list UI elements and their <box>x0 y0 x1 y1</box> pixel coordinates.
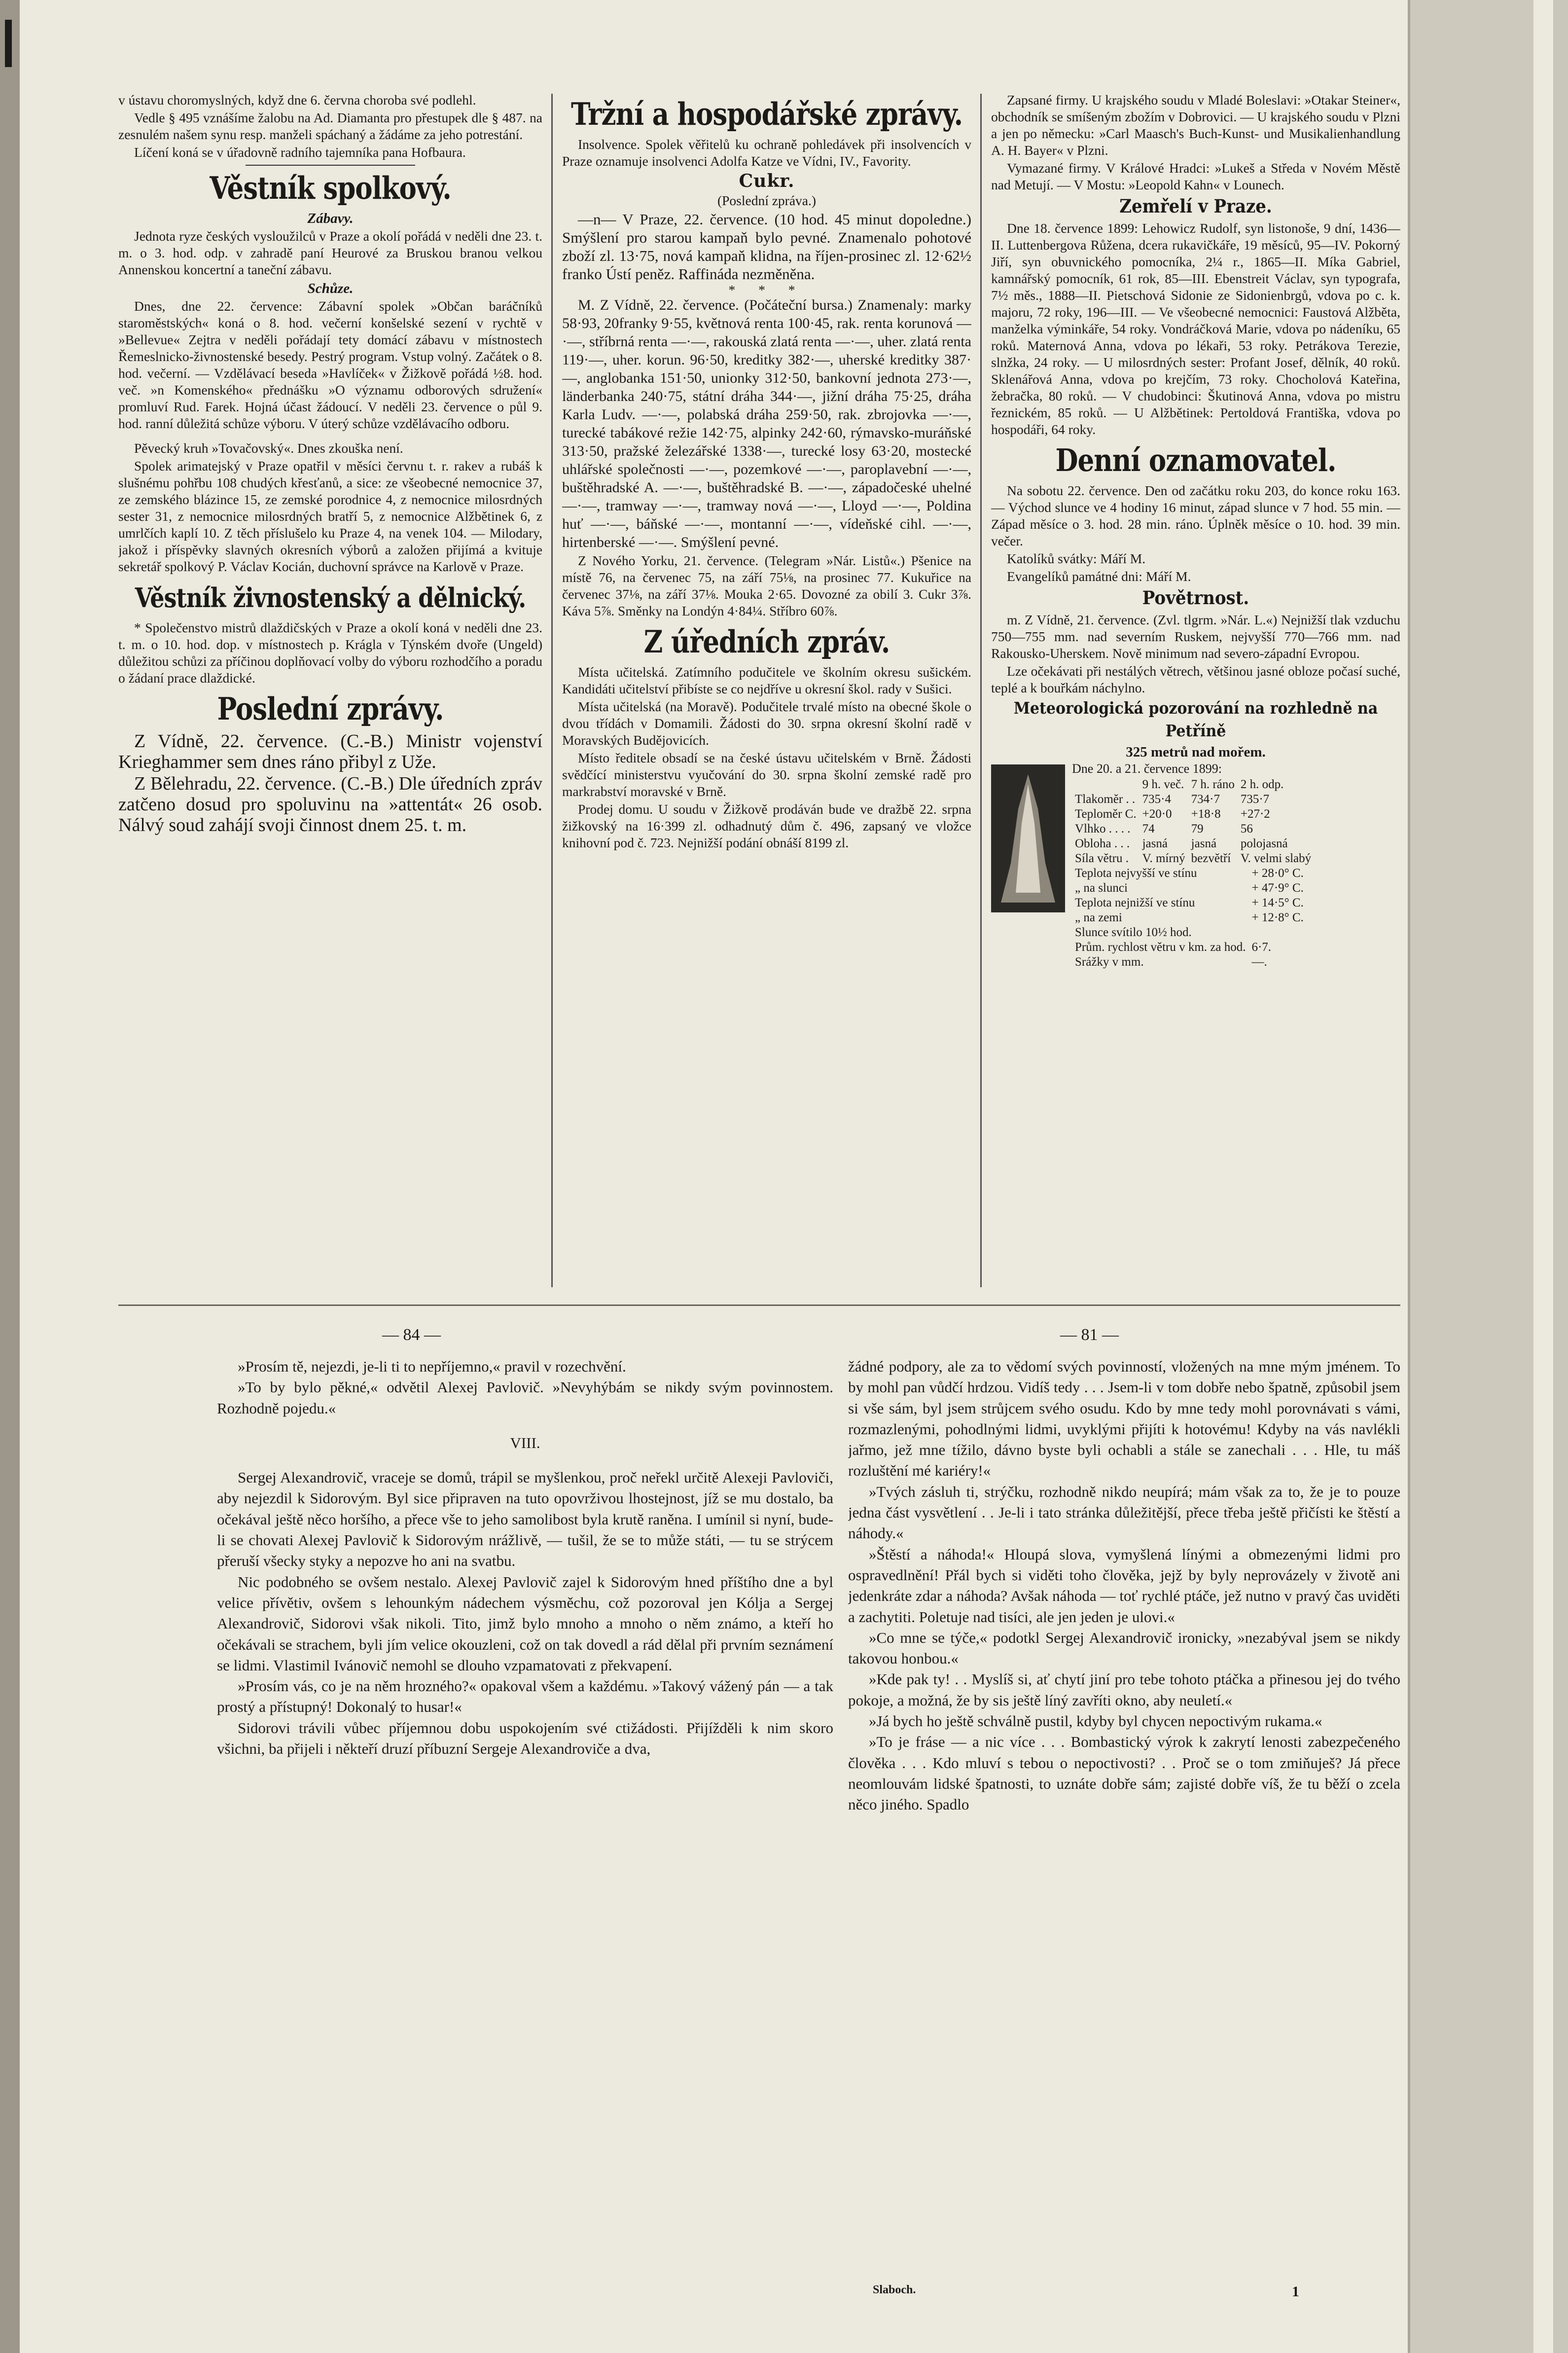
urad-zprava-3: Místo ředitele obsadí se na české ústavu učitelském v Brně. Žádosti svědčící ministerstvu vyučování do 30. srpna školní zemské radě pro markrabství moravské v Brně. <box>562 750 971 799</box>
heading-z-uradnich-zprav: Z úředních zpráv. <box>643 624 890 660</box>
heading-vestnik-spolkovy: Věstník spolkový. <box>210 170 451 207</box>
novel-paragraph: Sidorovi trávili vůbec příjemnou dobu uspokojením své ctižádosti. Přijížděli k nim skoro všichni, ba přijeli i někteří druzí příbuzní Sergeje Alexandroviče a dva, <box>217 1719 833 1758</box>
denni-katolici: Katolíků svátky: Máří M. <box>1007 551 1146 566</box>
novel-paragraph: »Já bych ho ještě schválně pustil, kdyby byl chycen nepoctivým rukama.« <box>869 1712 1322 1730</box>
subheading-schuze: Schůze. <box>307 281 354 296</box>
schuze-text: Dnes, dne 22. července: Zábavní spolek »Občan baráčníků staroměstských« koná o 8. hod. večerní konšelské sezení v rychtě v »Bellevue« Zejtra v neděli pořádají tety domácí zábavu v místnostech Řemeslnicko-živnostenské besedy. Pestrý program. Vstup volný. Začátek o 8. hod. večerní. — Vzdělávací beseda »Havlíček« v Žižkově pořádá ½8. hod. več. »n Komenského« přednášku »O významu odborových sdružení« promluví Rud. Farek. Hojná účast žádoucí. V neděli 23. července o půl 9. hod. ranní důležitá schůze výboru. V úterý schůze vzdělávacího odboru. <box>118 298 542 431</box>
table-row: Teploměr C. +20·0 +18·8 +27·2 <box>1075 807 1270 821</box>
posledni-zprava-2: Z Bělehradu, 22. července. (C.-B.) Dle úředních zpráv zatčeno dosud pro spoluvinu na »attentát« 26 osob. Nálvý soud zahájí svoji činnost dnem 25. t. m. <box>118 773 542 835</box>
zabavy-text: Jednota ryze českých vysloužilců v Praze a okolí pořádá v neděli dne 23. t. m. o 3. hod. odp. v zahradě paní Heurové za Bruskou branou velkou Annenskou koncertní a taneční zábavu. <box>118 228 542 277</box>
table-row: Slunce svítilo 10½ hod. <box>1075 926 1192 939</box>
heading-posledni-zpravy: Poslední zprávy. <box>217 691 444 727</box>
meteo-subtitle: 325 metrů nad mořem. <box>1126 744 1266 760</box>
novel-paragraph: »To by bylo pěkné,« odvětil Alexej Pavlovič. »Nevyhýbám se nikdy svým povinnostem. Rozhodně pojedu.« <box>217 1378 833 1417</box>
novel-paragraph: »To je fráse — a nic více . . . Bombastický výrok k zakrytí lenosti zabezpečeného člověka . . . Kdo mluví s tebou o nepoctivosti? . . Proč se o tom zmiňuješ? Já přece neomlouvám lidské špatnosti, to uznáte dobře sám; zajisté dobře víš, že tu běží o zcela něco jiného. Spadlo <box>848 1733 1400 1813</box>
column-2 <box>562 92 971 1285</box>
divider <box>246 165 415 166</box>
novel-right-column <box>848 1356 1400 2279</box>
zemreli-text: Dne 18. července 1899: Lehowicz Rudolf, syn listonoše, 9 dní, 1436—II. Luttenbergova Růžena, dcera rukavičkáře, 19 měsíců, 95—IV. Pokorný Jiří, syn obuvnického pomocníka, 2¼ r., 1865—II. Míka Gabriel, kamnářský pomocník, 61 rok, 85—III. Ebenstreit Václav, syn typografa, 7½ měs., 1888—II. Pietschová Sidonie ze Sidonienbrgů, vdova po c. k. majoru, 72 roky, 196—III. — Ve všeobecné nemocnici: Faustová Alžběta, manželka výminkáře, 54 roky. Vondráčková Marie, vdova po nádeníku, 65 roků. Maternová Anna, vdova po lékaři, 53 roky. Petrákova Terezie, slnžka, 24 roky. — U milosrdných sester: Profant Josef, dělník, 40 roků. Sklenářová Anna, vdova po krejčím, 73 roky. Chocholová Kateřina, žebračka, 80 roků. — V chudobinci: Škutinová Anna, vdova po mistru řeznickém, 85 roků. — U Alžbětinek: Pertoldová Františka, vdova po hospodáři, 64 roky. <box>991 220 1400 437</box>
table-row: Tlakoměr . . 735·4 734·7 735·7 <box>1075 793 1270 806</box>
separator-asterisks: * * * <box>728 282 805 297</box>
novel-paragraph: »Štěstí a náhoda!« Hloupá slova, vymyšlená línými a obmezenými lidmi pro ospravedlnění! Přál bych si viděti toho člověka, jejž by byly neprovázely v životě ani jedenkráte zdar a náhoda? Avšak náhoda — toť rychlé ptáče, jež nutno v pravý čas uviděti a zachytiti. Poletuje nad tisíci, ale jen jeden je ulovi.« <box>848 1545 1400 1626</box>
table-row: Vlhko . . . . 74 79 56 <box>1075 822 1253 835</box>
novel-left-column <box>217 1356 833 2279</box>
novel-paragraph: »Prosím tě, nejezdi, je-li ti to nepříjemno,« pravil v rozechvění. <box>238 1358 626 1375</box>
intro-p3: Líčení koná se v úřadovně radního tajemníka pana Hofbaura. <box>134 145 466 160</box>
table-row: Prům. rychlost větru v km. za hod. 6·7. <box>1075 941 1272 954</box>
zapsane-firmy: Zapsané firmy. U krajského soudu v Mladé Boleslavi: »Otakar Steiner«, obchodník se smíšeným zbožím v Dobrovici. — U krajského soudu v Plzni a jen po německu: »Carl Maasch's Buch-Kunst- und Musikalienhandlung A. H. Bayer« v Plzni. <box>991 92 1400 158</box>
heading-zemreli: Zemřelí v Praze. <box>1119 196 1272 217</box>
novel-paragraph: Nic podobného se ovšem nestalo. Alexej Pavlovič zajel k Sidorovým hned příštího dne a byl velice přívětiv, ovšem s lehounkým nádechem výsměchu, což pozoroval jen Kólja a Sergej Alexandrovič, Sidorovi však nikoli. Tito, jimž bylo mnoho a mnoho o něm známo, a kteří ho očekávali se strachem, byli jím velice okouzleni, což on tak dovedl a rád dělal při prvním seznámení se lidmi. Vlastimil Ivánovič nemohl se dlouho vzpamatovati z překvapení. <box>217 1573 833 1674</box>
heading-povetrnost: Povětrnost. <box>1142 587 1249 609</box>
novel-paragraph: žádné podpory, ale za to vědomí svých povinností, vložených na mne mým jménem. To by mohl pan vůdčí hrdzou. Vidíš tedy . . . Jsem-li v tom dobře nebo špatně, způsobil jsem si vše sám, byl jsem strůjcem svého osudu. Kdo by mne tedy mohl porovnávati s vámi, rozmazlenými, pohodlnými lidmi, uvyklými přijíti k hotovému! Kdyby na vás navlékli jařmo, jež mne tížilo, dávno byste byli ochabli a stále se zanechali . . . Hle, tu máš rozluštění mé kariéry!« <box>848 1358 1400 1480</box>
novel-paragraph: Sergej Alexandrovič, vraceje se domů, trápil se myšlenkou, proč neřekl určitě Alexeji Pavloviči, aby nejezdil k Sidorovým. Byl sice připraven na tuto opovrživou lhostejnost, jíž se mu dostalo, ba očekával ještě něco horšího, a přece vše to jeho samolibost byla krutě raněna. I umínil si nyní, bude-li se chovati Alexej Pavlovič k Sidorovým nrážlivě, — tušil, že se to může státi, — tu se strýcem přeruší všecky styky a nepozve ho ani na svatbu. <box>217 1469 833 1570</box>
denni-evangelici: Evangelíků památné dni: Máří M. <box>1007 569 1191 584</box>
posledni-zprava-1: Z Vídně, 22. července. (C.-B.) Ministr vojenství Krieghammer sem dnes ráno přibyl z Uže. <box>118 731 542 772</box>
table-row: Srážky v mm. —. <box>1075 955 1267 969</box>
meteo-table <box>1072 777 1314 866</box>
povetrnost-text: m. Z Vídně, 21. července. (Zvl. tlgrm. »Nár. L.«) Nejnižší tlak vzduchu 750—755 mm. nad severním Ruskem, nejvyšší 770—766 mm. nad Rakousko-Uherskem. Nově minimum nad severo-západní Evropou. <box>991 612 1400 661</box>
meteo-extra-table <box>1072 866 1307 970</box>
vymazane-firmy: Vymazané firmy. V Králové Hradci: »Lukeš a Středa v Novém Městě nad Metují. — V Mostu: »Leopold Kahn« v Lounech. <box>991 160 1400 192</box>
novel-paragraph: »Prosím vás, co je na něm hrozného?« opakoval všem a každému. »Takový vážený pán — a tak prostý a přístupný! Dokonalý to husar!« <box>217 1677 833 1716</box>
heading-trzni-zpravy: Tržní a hospodářské zprávy. <box>570 96 963 133</box>
heading-meteo: Meteorologická pozorování na rozhledně na Petříně <box>1013 699 1378 741</box>
urad-zprava-4: Prodej domu. U soudu v Žižkově prodáván bude ve dražbě 22. srpna žižkovský na 16·399 zl. odhadnutý dům č. 496, zapsaný ve vložce knihovní pod č. 723. Nejnižší podání obnáší 8199 zl. <box>562 801 971 850</box>
table-row: „ na slunci + 47·9° C. <box>1075 881 1304 895</box>
burza-text: M. Z Vídně, 22. července. (Počáteční bursa.) Znamenaly: marky 58·93, 20franky 9·55, květnová renta 100·45, rak. renta korunová —·—, stříbrná renta —·—, rakouská zlatá renta —·—, uher. zlatá renta 119·—, uher. korun. 96·50, kreditky 382·—, uherské kreditky 387·—, anglobanka 151·50, unionky 312·50, bankovní jednota 273·—, länderbanka 240·75, státní dráha 344·—, jižní dráha 75·25, dráha Karla Ludv. —·—, polabská dráha 259·50, rak. zbrojovka —·—, turecké tabákové režie 142·75, alpinky 242·60, rýmavsko-muráňské 313·50, pražské železářské 1338·—, turecké losy 63·20, mostecké uhlářské společnosti —·—, pozemkové —·—, paroplavební —·—, buštěhradské A. —·—, buštěhradské B. —·—, západočeské uhelné —·—, tramway —·—, tramway nová —·—, Lloyd —·—, Poldina huť —·—, báňské —·—, montanní —·—, vídeňské cihl. —·—, hirtenberské —·—. Smýšlení pevné. <box>562 297 971 550</box>
subheading-zabavy: Zábavy. <box>307 211 354 226</box>
intro-p2: Vedle § 495 vznášíme žalobu na Ad. Diamanta pro přestupek dle § 487. na zesnulém našem synu resp. manželi spáchaný a žádáme za jeho potrestání. <box>118 110 542 142</box>
sheet-number: 1 <box>1292 2283 1299 2300</box>
novel-paragraph: »Tvých zásluh ti, strýčku, rozhodně nikdo neupírá; mám však za to, že je to pouze jedna část vysvětlení . . Je-li i tato stránka důležitější, přece třeba ještě přičísti ke štěstí a náhody.« <box>848 1483 1400 1542</box>
chapter-number: VIII. <box>510 1434 540 1451</box>
meteo-header-row: 9 h. več. 7 h. ráno 2 h. odp. <box>1142 778 1284 791</box>
new-york-text: Z Nového Yorku, 21. července. (Telegram »Nár. Listů«.) Pšenice na místě 76, na červenec 75, na září 75⅛, na prosinec 77. Kukuřice na červenec 37⅛, na září 37⅛. Mouka 2·65. Dovozné za obilí 3. Cukr 3⅞. Káva 5⅞. Směnky na Londýn 4·84¼. Stříbro 60⅞. <box>562 553 971 618</box>
signature-mark: Slaboch. <box>873 2283 916 2296</box>
page-number-right: — 81 — <box>1060 1326 1119 1344</box>
denni-text: Na sobotu 22. července. Den od začátku roku 203, do konce roku 163. — Východ slunce ve 4 hodiny 16 minut, západ slunce v 7 hod. 55 min. — Západ měsíce o 3. hod. 28 min. ráno. Úplněk měsíce o 10. hod. 39 min. večer. <box>991 483 1400 548</box>
cukr-subtitle: (Poslední zpráva.) <box>717 193 817 208</box>
column-3 <box>991 92 1400 1285</box>
table-row: „ na zemi + 12·8° C. <box>1075 911 1304 924</box>
horizontal-rule <box>118 1304 1400 1306</box>
novel-paragraph: »Co mne se týče,« podotkl Sergej Alexandrovič ironicky, »nezabýval jsem se nikdy takovou honbou.« <box>848 1629 1400 1667</box>
table-row: Teplota nejnižší ve stínu + 14·5° C. <box>1075 896 1304 909</box>
zivnost-text: * Společenstvo mistrů dlaždičských v Praze a okolí koná v neděli dne 23. t. m. o 10. hod. dop. v místnostech p. Krágla v Týnském dvoře (Ungeld) důležitou schůzi za příčinou doplňovací volby do výboru rozhodčího a poradu o žádaní prace dlaždické. <box>118 620 542 686</box>
column-rule <box>980 94 982 1287</box>
cukr-text: —n— V Praze, 22. července. (10 hod. 45 minut dopoledne.) Smýšlení pro starou kampaň bylo pevné. Znamenalo pohotové zboží zl. 13·75, nová kampaň klidna, na říjen-prosinec zl. 12·62½ franko Ústí peněz. Raffináda nezměněna. <box>562 211 971 283</box>
spolek-arimatejsky: Spolek arimatejský v Praze opatřil v měsíci červnu t. r. rakev a rubáš k slušnému pohřbu 108 chudých křesťanů, a sice: ze všeobecné nemocnice 37, ze zemského blázince 15, ze zemské porodnice 4, z nemocnice milosrdných sester 31, z nemocnice milosrdných bratří 5, z nemocnice Alžbětinek 6, z umrlčích kaplí 10. Z těch příslušelo ku Praze 4, na venek 104. — Milodary, jakož i příspěvky slavných okresních výborů a založen přijímá a kvituje sekretář spolkový P. Václav Kocián, duchovní správce na Karlově v Praze. <box>118 458 542 574</box>
meteo-date: Dne 20. a 21. července 1899: <box>1072 761 1222 776</box>
heading-denni-oznamovatel: Denní oznamovatel. <box>1055 442 1336 479</box>
binding-strip <box>1408 0 1533 2353</box>
insolvence-text: Insolvence. Spolek věřitelů ku ochraně pohledávek při insolvencích v Praze oznamuje insolvenci Adolfa Katze ve Vídni, IV., Favority. <box>562 137 971 169</box>
heading-vestnik-zivnostensky: Věstník živnostenský a dělnický. <box>135 582 526 614</box>
ocekavat-text: Lze očekávati při nestálých větrech, většinou jasné obloze počasí suché, teplé a k bouřkám náchylno. <box>991 663 1400 695</box>
page-number-left: — 84 — <box>382 1326 441 1344</box>
urad-zprava-1: Místa učitelská. Zatímního podučitele ve školním okresu sušickém. Kandidáti učitelství přibíste se co nejdříve u okresní škol. rady v Sušici. <box>562 664 971 696</box>
intro-p1: v ústavu choromyslných, když dne 6. června choroba své podlehl. <box>118 92 476 108</box>
subheading-cukr: Cukr. <box>739 171 795 191</box>
urad-zprava-2: Místa učitelská (na Moravě). Podučitele trvalé místo na obecné škole o dvou třídách v Domamili. Žádosti do 30. srpna okresní školní radě v Moravských Budějovicích. <box>562 699 971 748</box>
novel-paragraph: »Kde pak ty! . . Myslíš si, ať chytí jiní pro tebe tohoto ptáčka a přinesou jej do tvého pokoje, a možná, že by sis ještě líný zavříti okno, aby neuletí.« <box>848 1670 1400 1709</box>
table-row: Obloha . . . jasná jasná polojasná <box>1075 837 1288 850</box>
pevecky-kruh: Pěvecký kruh »Tovačovský«. Dnes zkouška není. <box>134 440 403 456</box>
table-row: Síla větru . V. mírný bezvětří V. velmi slabý <box>1075 852 1312 865</box>
table-row: Teplota nejvyšší ve stínu + 28·0° C. <box>1075 867 1304 880</box>
barograph-figure <box>991 764 1065 912</box>
page-edge <box>0 0 20 2353</box>
column-1 <box>118 92 542 1285</box>
meteo-block <box>991 761 1400 970</box>
column-rule <box>551 94 553 1287</box>
